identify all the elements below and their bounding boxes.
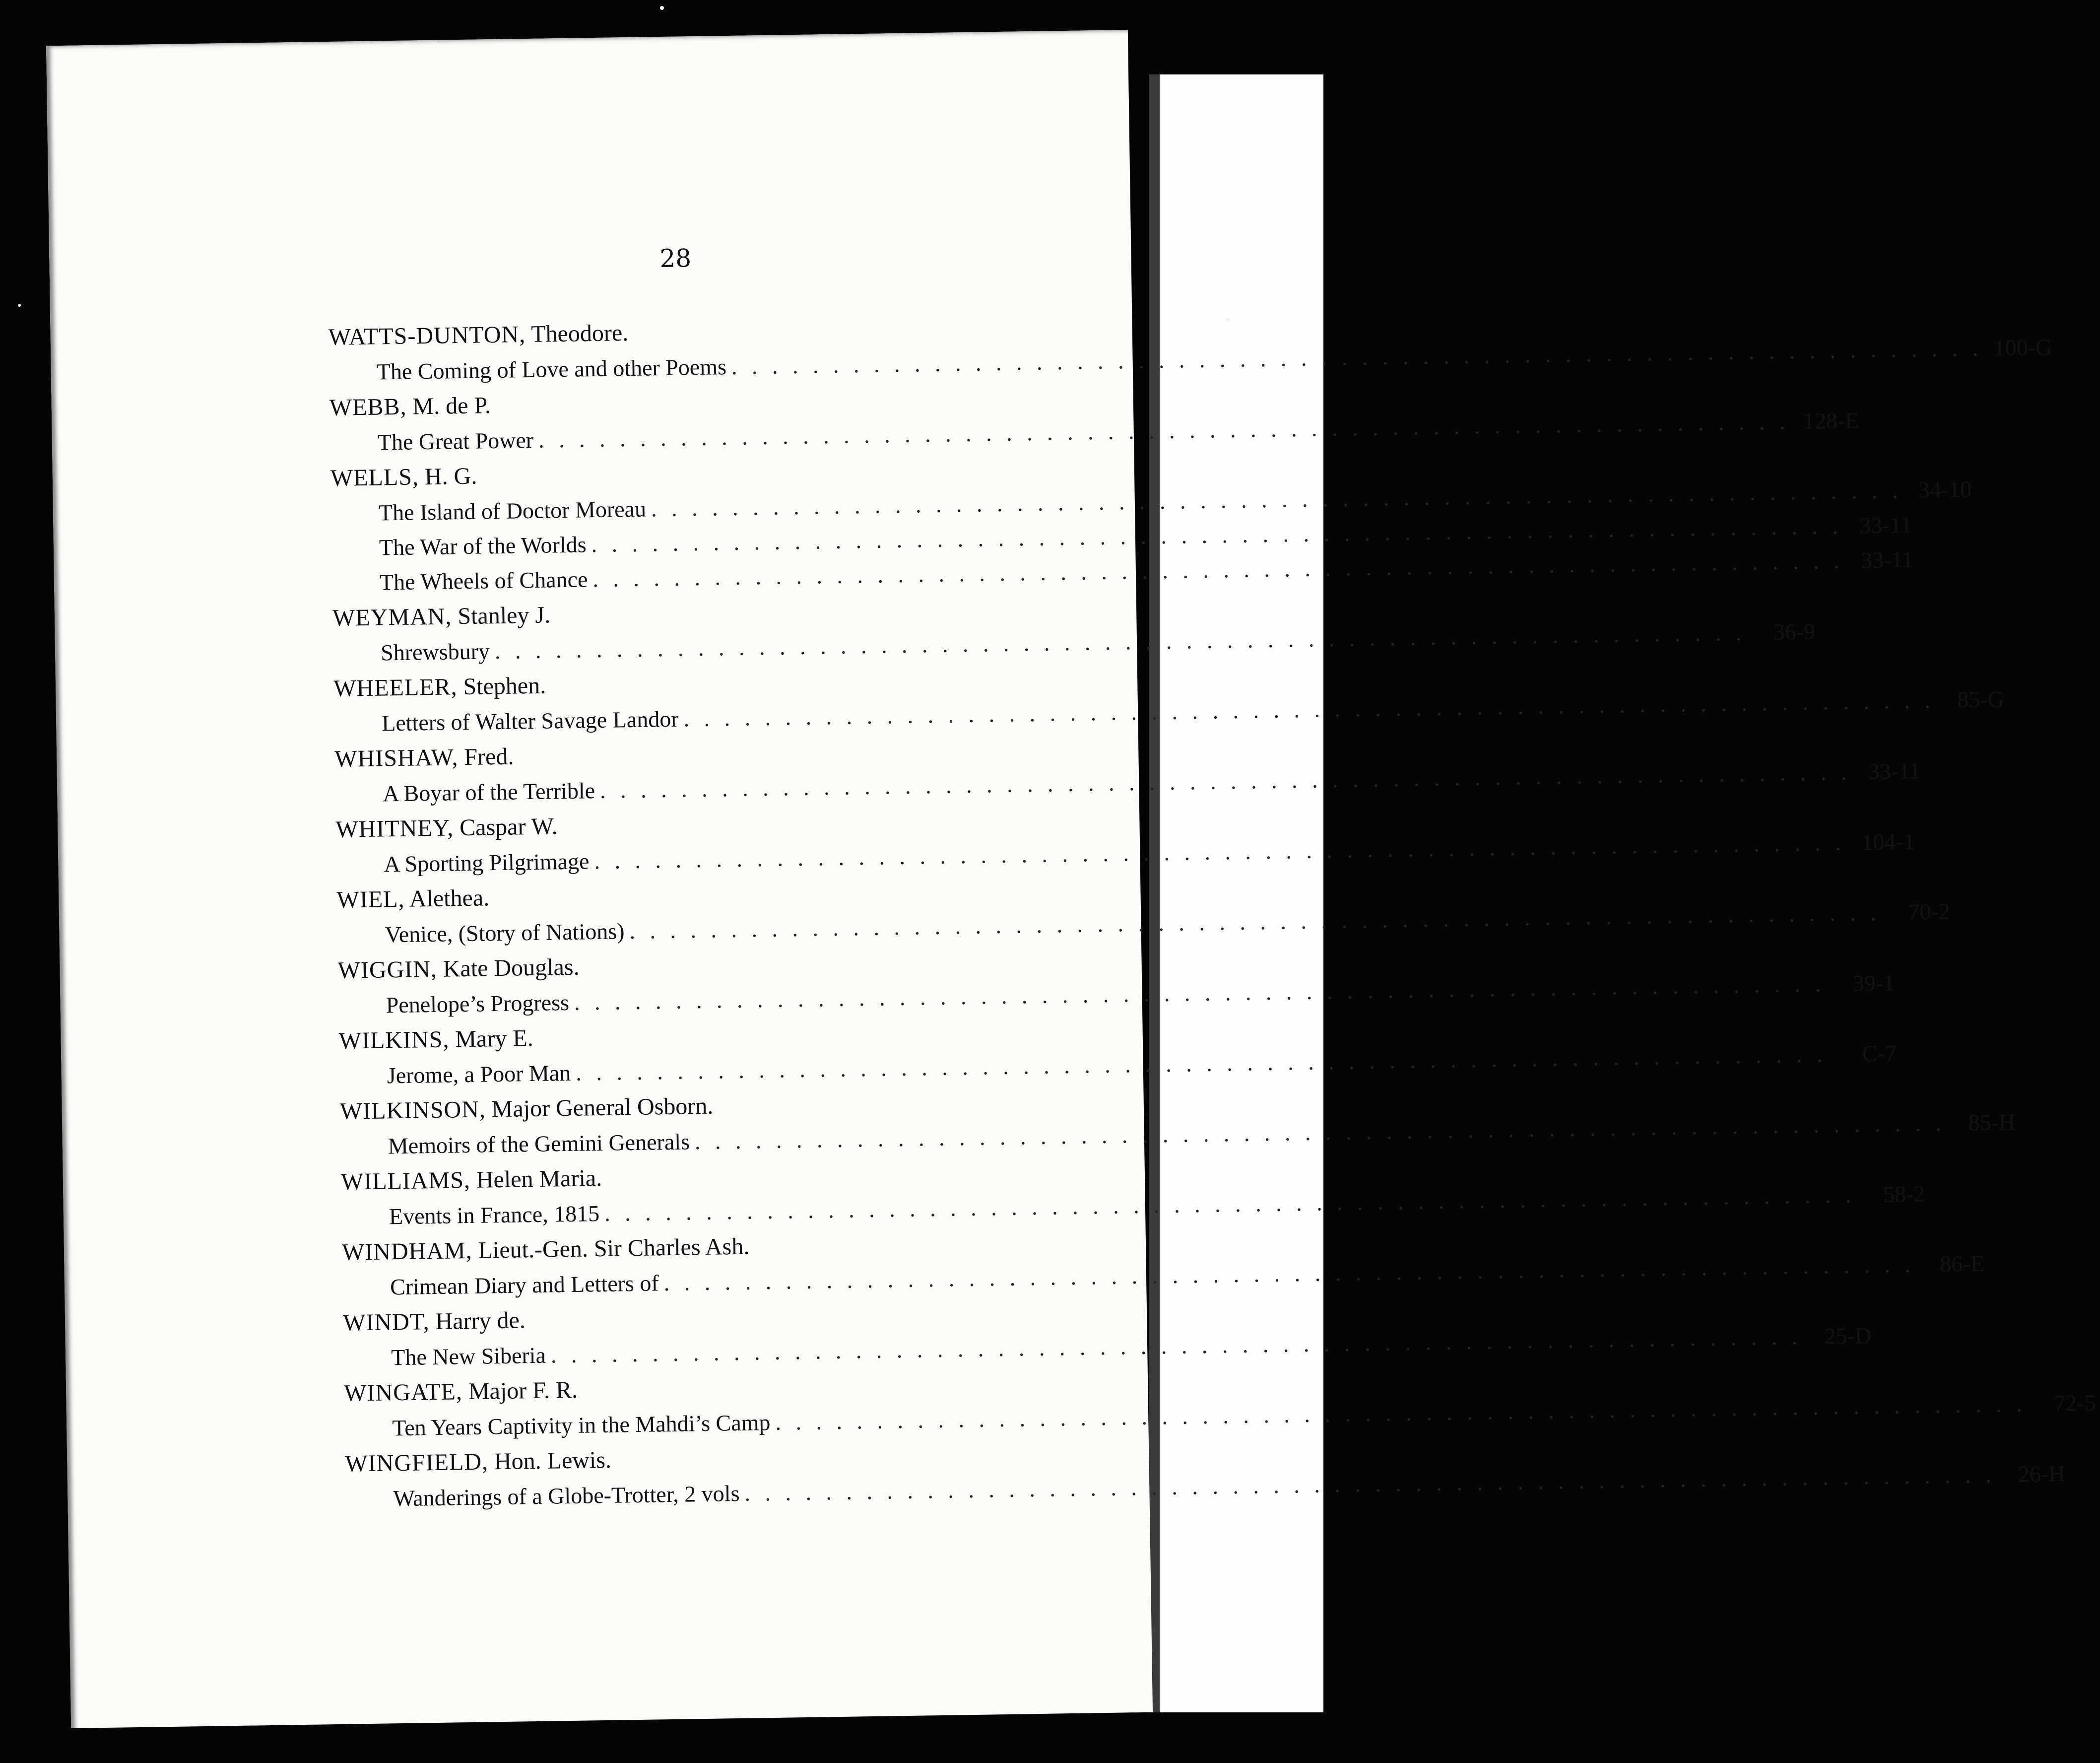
shelf-mark: 26-H [2018, 1461, 2065, 1487]
author-surname: WHISHAW, [334, 744, 459, 772]
dot-leader: . . . . . . . . . . . . . . . . . . . . . . . . . . . . . . . . . . . . . . . . . . . . . . . . . . . . . . . . . . . . . . [574, 971, 1826, 1015]
author-surname: WEYMAN, [332, 603, 452, 631]
work-title: Crimean Diary and Letters of [390, 1270, 659, 1300]
page-number: 28 [659, 244, 692, 273]
work-title: Memoirs of the Gemini Generals [388, 1129, 690, 1159]
index-entry [338, 1013, 1897, 1094]
author-given-name: Fred. [463, 743, 514, 771]
work-title: A Sporting Pilgrimage [384, 848, 590, 877]
shelf-mark: 86-E [1940, 1250, 1985, 1277]
index-entry [336, 872, 1951, 953]
author-surname: WHITNEY, [335, 814, 454, 843]
dot-leader: . . . . . . . . . . . . . . . . . . . . . . . . . . . . . . . . . . . . . . . . . . . . . . . . . . . . . . . . . . . . . . [775, 1391, 2027, 1435]
author-surname: WILKINS, [338, 1026, 450, 1054]
shelf-mark: 104-1 [1861, 828, 1915, 855]
dot-leader: . . . . . . . . . . . . . . . . . . . . . . . . . . . . . . . . . . . . . . . . . . . . . . . . . . . . . . . . . . . . . . [594, 829, 1846, 874]
author-given-name: Lieut.-Gen. Sir Charles Ash. [478, 1233, 750, 1264]
work-title: The New Siberia [391, 1342, 546, 1370]
film-speck [1226, 318, 1230, 322]
author-given-name: Harry de. [435, 1307, 526, 1335]
shelf-mark: 100-G [1993, 334, 2052, 361]
work-title: Shrewsbury [380, 638, 490, 666]
index-entry [330, 450, 1972, 601]
dot-leader: . . . . . . . . . . . . . . . . . . . . . . . . . . . . . . . . . . . . . . . . . . . . . . . . . . . . . . . . . . . . . . [599, 759, 1851, 803]
shelf-mark: 39-1 [1852, 970, 1895, 996]
film-speck [660, 6, 664, 10]
author-given-name: M. de P. [412, 392, 491, 420]
index-entry [342, 1294, 1872, 1376]
dot-leader: . . . . . . . . . . . . . . . . . . . . . . . . . . . . . . . . . . . . . . . . . . . . . . . . . . . . . . . . . . . . . . [663, 1251, 1915, 1296]
work-title: Events in France, 1815 [389, 1201, 600, 1229]
author-given-name: H. G. [424, 463, 477, 490]
work-title: Penelope’s Progress [386, 989, 570, 1018]
dot-leader: . . . . . . . . . . . . . . . . . . . . . . . . . . . . . . . . . . . . . . . . . . . . . . . . . . . . . . . . . . . . . . [744, 1462, 1996, 1506]
index-entry [343, 1365, 2096, 1446]
author-given-name: Mary E. [455, 1025, 534, 1053]
work-title: Letters of Walter Savage Landor [381, 706, 679, 736]
index-entry [333, 660, 2005, 742]
dot-leader: . . . . . . . . . . . . . . . . . . . . . . . . . . . . . . . . . . . . . . . . . . . . . . . . . . . . . . . . . . . . . . [651, 477, 1903, 522]
shelf-mark: 85-G [1957, 686, 2005, 713]
shelf-mark: 36-9 [1773, 618, 1816, 645]
author-surname: WILLIAMS, [340, 1166, 471, 1195]
author-surname: WINGFIELD, [345, 1448, 489, 1477]
shelf-mark: 70-2 [1907, 898, 1951, 925]
author-given-name: Alethea. [409, 884, 490, 912]
index-entry [345, 1435, 2065, 1517]
shelf-mark: 85-H [1968, 1109, 2016, 1136]
shelf-mark: 72-5 [2053, 1390, 2096, 1416]
author-surname: WEBB, [329, 393, 407, 421]
dot-leader: . . . . . . . . . . . . . . . . . . . . . . . . . . . . . . . . . . . . . . . . . . . . . . . . . . . . . . . . . . . . . . [694, 1110, 1946, 1154]
author-given-name: Helen Maria. [476, 1164, 602, 1193]
work-title: The Coming of Love and other Poems [376, 354, 727, 385]
shelf-mark: 34-10 [1918, 476, 1972, 503]
index-entry [340, 1153, 1925, 1235]
author-given-name: Theodore. [530, 320, 629, 347]
shelf-mark: 58-2 [1883, 1181, 1925, 1207]
dot-leader: . . . . . . . . . . . . . . . . . . . . . . . . . . . . . . . . . . . . . . . . . . . . . . . . . . . . . . . . . . . . . . [575, 1041, 1827, 1085]
shelf-mark: 128-E [1803, 407, 1859, 434]
index-entry [328, 309, 2052, 390]
dot-leader: . . . . . . . . . . . . . . . . . . . . . . . . . . . . . . . . . . . . . . . . . . . . . . . . . . . . . . . . . . . . . . [683, 687, 1935, 732]
author-given-name: Kate Douglas. [443, 953, 580, 982]
index-entry [329, 379, 1859, 461]
dot-leader: . . . . . . . . . . . . . . . . . . . . . . . . . . . . . . . . . . . . . . . . . . . . . . . . . . . . . . . . . . . . . . [731, 335, 1983, 379]
shelf-mark: 33-11 [1868, 758, 1921, 785]
author-surname: WINDT, [342, 1308, 430, 1336]
author-given-name: Major F. R. [468, 1376, 578, 1405]
index-entry [337, 942, 1895, 1023]
dot-leader: . . . . . . . . . . . . . . . . . . . . . . . . . . . . . . . . . . . . . . . . . . . . . . . . . . . . . . . . . . . . . . [591, 513, 1843, 557]
author-surname: WELLS, [330, 464, 419, 491]
work-title: Wanderings of a Globe-Trotter, 2 vols [393, 1480, 740, 1511]
author-given-name: Major General Osborn. [491, 1092, 714, 1123]
dot-leader: . . . . . . . . . . . . . . . . . . . . . . . . . . . . . . . . . . . . . . . . . . . . . . . . . . . . . . . . . . . . . . [494, 619, 1746, 664]
author-surname: WHEELER, [333, 674, 458, 702]
work-title: The Island of Doctor Moreau [378, 496, 647, 526]
author-given-name: Hon. Lewis. [494, 1446, 612, 1475]
work-title: Jerome, a Poor Man [387, 1060, 571, 1088]
film-speck [18, 304, 21, 307]
index-entry [332, 590, 1816, 671]
index-entry [335, 801, 1915, 882]
author-surname: WIEL, [336, 885, 405, 913]
dot-leader: . . . . . . . . . . . . . . . . . . . . . . . . . . . . . . . . . . . . . . . . . . . . . . . . . . . . . . . . . . . . . . [550, 1324, 1802, 1368]
author-given-name: Caspar W. [459, 813, 558, 841]
work-title: A Boyar of the Terrible [383, 778, 595, 807]
dot-leader: . . . . . . . . . . . . . . . . . . . . . . . . . . . . . . . . . . . . . . . . . . . . . . . . . . . . . . . . . . . . . . [604, 1182, 1856, 1226]
index-entry [334, 731, 1921, 812]
dot-leader: . . . . . . . . . . . . . . . . . . . . . . . . . . . . . . . . . . . . . . . . . . . . . . . . . . . . . . . . . . . . . . [592, 547, 1844, 592]
shelf-mark: 25-D [1824, 1323, 1872, 1349]
shelf-mark: 33-11 [1860, 546, 1913, 573]
author-index [328, 309, 2096, 1516]
book-page [46, 30, 2096, 1728]
work-title: The War of the Worlds [379, 532, 587, 560]
work-title: The Great Power [377, 427, 534, 455]
author-surname: WINGATE, [343, 1378, 463, 1407]
work-title: Venice, (Story of Nations) [385, 918, 625, 948]
index-entry [341, 1224, 1985, 1305]
author-surname: WINDHAM, [341, 1237, 473, 1266]
dot-leader: . . . . . . . . . . . . . . . . . . . . . . . . . . . . . . . . . . . . . . . . . . . . . . . . . . . . . . . . . . . . . . [629, 899, 1881, 944]
author-given-name: Stanley J. [458, 602, 551, 630]
author-given-name: Stephen. [463, 672, 546, 700]
work-title: The Wheels of Chance [379, 566, 588, 595]
index-entry [339, 1083, 2016, 1164]
author-surname: WATTS-DUNTON, [328, 321, 526, 350]
shelf-mark: C-7 [1862, 1040, 1897, 1067]
facing-page-edge [1149, 74, 1323, 1712]
author-surname: WILKINSON, [339, 1096, 486, 1125]
author-surname: WIGGIN, [337, 955, 438, 984]
dot-leader: . . . . . . . . . . . . . . . . . . . . . . . . . . . . . . . . . . . . . . . . . . . . . . . . . . . . . . . . . . . . . . [538, 408, 1790, 453]
shelf-mark: 33-11 [1859, 512, 1912, 539]
work-title: Ten Years Captivity in the Mahdi’s Camp [392, 1410, 771, 1441]
